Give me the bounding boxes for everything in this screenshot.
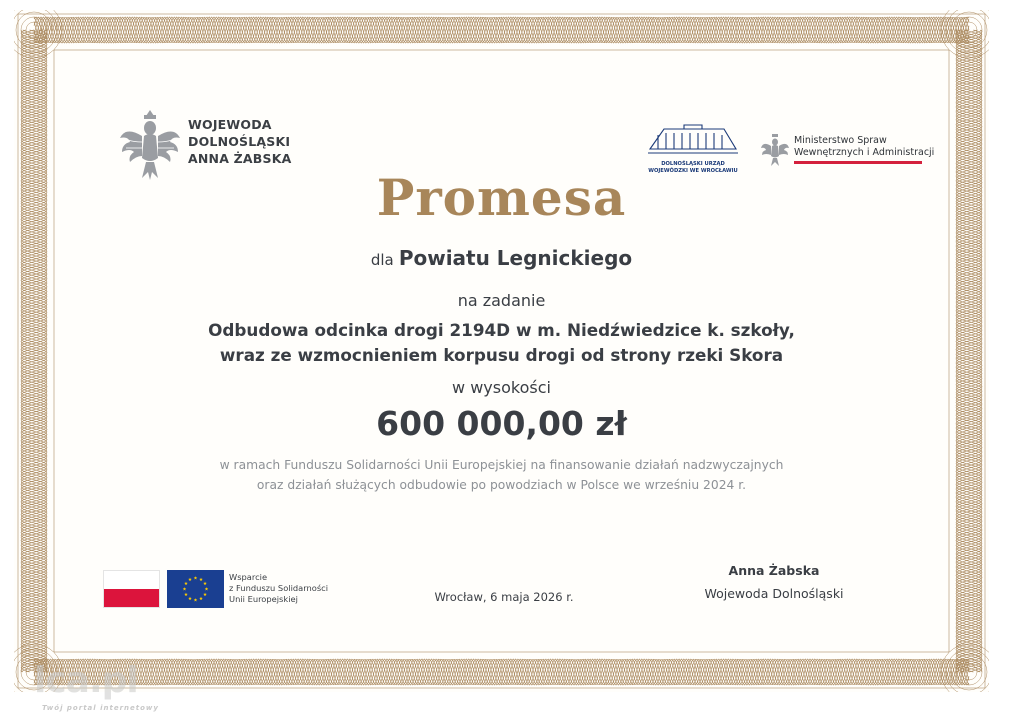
signatory-title: Wojewoda Dolnośląski	[704, 586, 844, 601]
recipient-name: Powiatu Legnickiego	[398, 246, 633, 270]
task-line-2: wraz ze wzmocnieniem korpusu drogi od strony rzeki Skora	[219, 345, 784, 365]
note-line-1: w ramach Funduszu Solidarności Unii Europejskiej na finansowanie działań nadzwyczajnych	[219, 458, 784, 472]
ministry-eagle-icon	[760, 132, 790, 168]
fund-note	[14, 455, 989, 495]
task-description	[14, 318, 989, 368]
support-line-1: Wsparcie	[229, 572, 268, 582]
eu-flag-icon	[167, 570, 224, 608]
na-zadanie-label: na zadanie	[457, 291, 546, 310]
signatory-name: Anna Żabska	[728, 563, 820, 578]
watermark	[14, 660, 214, 718]
ministry-line-1: Ministerstwo Spraw	[794, 135, 887, 146]
wojewoda-label	[188, 116, 328, 167]
promise-amount: 600 000,00 zł	[376, 404, 627, 443]
watermark-logo: lca.pl	[34, 660, 138, 701]
wojewoda-line-2: DOLNOŚLĄSKI	[188, 134, 291, 149]
task-line-1: Odbudowa odcinka drogi 2194D w m. Niedźwiedzice k. szkoły,	[208, 320, 795, 340]
dla-prefix: dla	[370, 251, 394, 269]
ministry-line-2: Wewnętrznych i Administracji	[794, 147, 935, 158]
recipient-line	[14, 246, 989, 270]
ministry-label	[794, 135, 944, 159]
wojewoda-line-1: WOJEWODA	[188, 117, 272, 132]
w-wysokosci-label: w wysokości	[452, 378, 551, 397]
note-line-2: oraz działań służących odbudowie po powodziach w Polsce we wrześniu 2024 r.	[256, 478, 747, 492]
watermark-tagline: Twój portal internetowy	[42, 704, 159, 712]
certificate-title: Promesa	[376, 168, 627, 227]
wojewoda-line-3: ANNA ŻABSKA	[188, 151, 292, 166]
support-line-2: z Funduszu Solidarności	[229, 583, 329, 593]
support-line-3: Unii Europejskiej	[229, 594, 298, 604]
poland-flag-icon	[103, 570, 160, 608]
ministry-red-bar	[794, 161, 922, 164]
building-icon	[644, 123, 742, 159]
certificate-sheet	[14, 10, 989, 692]
eu-support-label	[229, 572, 369, 605]
place-date: Wrocław, 6 maja 2026 r.	[434, 590, 574, 604]
duw-caption: DOLNOŚLĄSKI URZĄD WOJEWÓDZKI WE WROCŁAWIU	[648, 161, 738, 174]
